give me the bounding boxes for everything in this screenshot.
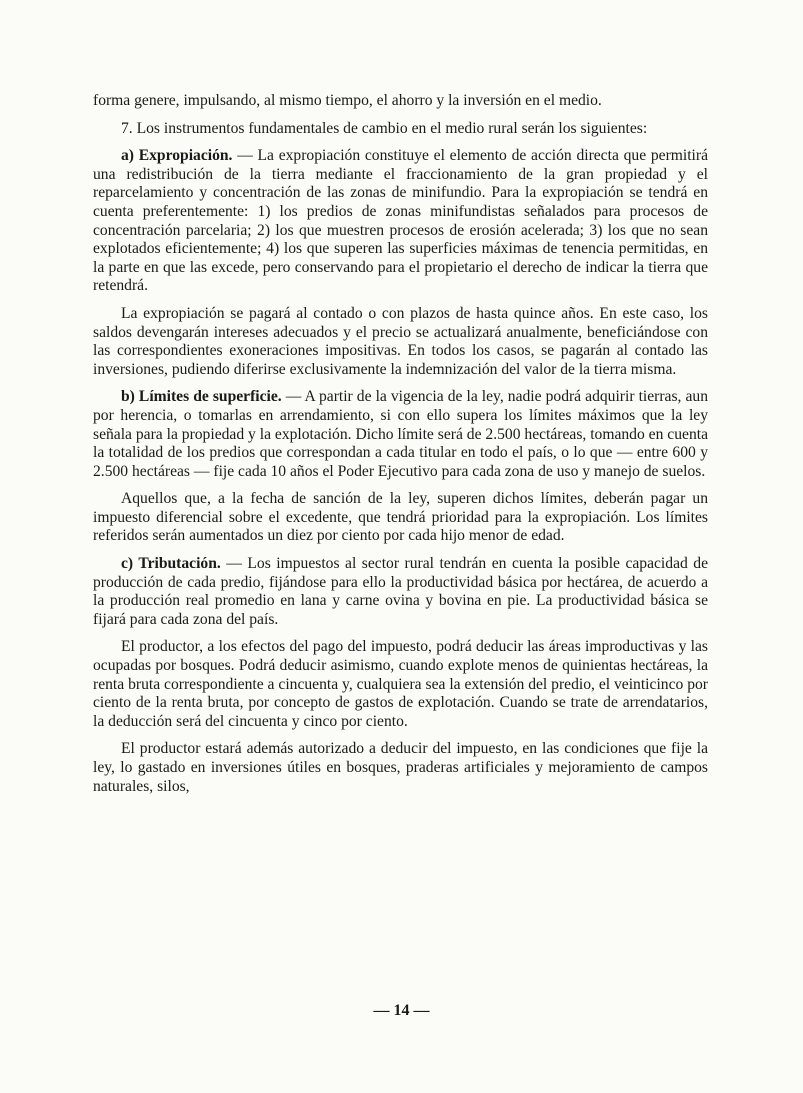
paragraph-text: — A partir de la vigencia de la ley, nadie podrá adquirir tierras, aun por herencia, o tomarlas en arrendamiento, si con ello supera los límites máximos que la ley señala para la propiedad y la explotación. Dicho límite será de 2.500 hectáreas, tomando en cuenta la totalidad de los predios que correspondan a cada titular en todo el país, o lo que — entre 600 y 2.500 hectáreas — fije cada 10 años el Poder Ejecutivo para cada zona de uso y manejo de suelos. <box>93 388 708 480</box>
paragraph-6 <box>93 490 708 546</box>
paragraph-text: El productor estará además autorizado a deducir del impuesto, en las condiciones que fije la ley, lo gastado en inversiones útiles en bosques, praderas artificiales y mejoramiento de campos naturales, silos, <box>93 740 708 795</box>
paragraph-limites <box>93 388 708 481</box>
paragraph-1 <box>93 92 708 111</box>
paragraph-text: El productor, a los efectos del pago del impuesto, podrá deducir las áreas improductivas y las ocupadas por bosques. Podrá deducir asimismo, cuando explote menos de quinientas hectáreas, la renta bruta correspondiente a cincuenta y, cualquiera sea la extensión del predio, el veinticinco por ciento de la renta bruta, por concepto de gastos de explotación. Cuando se trate de arrendatarios, la deducción será del cincuenta y cinco por ciento. <box>93 638 708 730</box>
paragraph-text: — La expropiación constituye el elemento de acción directa que permitirá una redistribución de la tierra mediante el fraccionamiento de la gran propiedad y el reparcelamiento y concentración de las zonas de minifundio. Para la expropiación se tendrá en cuenta preferentemente: 1) los predios de zonas minifundistas señalados para procesos de concentración parcelaria; 2) los que muestren procesos de erosión acelerada; 3) los que no sean explotados eficientemente; 4) los que superen las superficies máximas de tenencia permitidas, en la parte en que las excede, pero conservando para el propietario el derecho de indicar la tierra que retendrá. <box>93 147 708 295</box>
paragraph-text: forma genere, impulsando, al mismo tiempo, el ahorro y la inversión en el medio. <box>93 92 602 109</box>
page-number: — 14 — <box>373 1002 430 1019</box>
paragraph-4 <box>93 305 708 379</box>
section-heading: c) Tributación. <box>121 555 221 573</box>
section-heading: a) Expropiación. <box>121 147 233 165</box>
paragraph-expropiacion <box>93 147 708 296</box>
paragraph-text: Aquellos que, a la fecha de sanción de la ley, superen dichos límites, deberán pagar un impuesto diferencial sobre el excedente, que tendrá prioridad para la expropiación. Los límites referidos serán aumentados un diez por ciento por cada hijo menor de edad. <box>93 490 708 545</box>
paragraph-2 <box>93 120 708 139</box>
paragraph-text: — Los impuestos al sector rural tendrán en cuenta la posible capacidad de producción de cada predio, fijándose para ello la productividad básica por hectárea, de acuerdo a la producción real promedio en lana y carne ovina y bovina en pie. La productividad básica se fijará para cada zona del país. <box>93 555 709 628</box>
section-heading: b) Límites de superficie. <box>121 388 282 406</box>
page-body <box>93 92 708 805</box>
paragraph-tributacion <box>93 555 708 629</box>
paragraph-text: La expropiación se pagará al contado o con plazos de hasta quince años. En este caso, los saldos devengarán intereses adecuados y el precio se actualizará anualmente, beneficiándose con las correspondientes exoneraciones impositivas. En todos los casos, se pagarán al contado las inversiones, pudiendo diferirse exclusivamente la indemnización del valor de la tierra misma. <box>93 304 708 378</box>
paragraph-9 <box>93 740 708 796</box>
paragraph-text: 7. Los instrumentos fundamentales de cambio en el medio rural serán los siguientes: <box>121 119 648 137</box>
paragraph-8 <box>93 638 708 731</box>
